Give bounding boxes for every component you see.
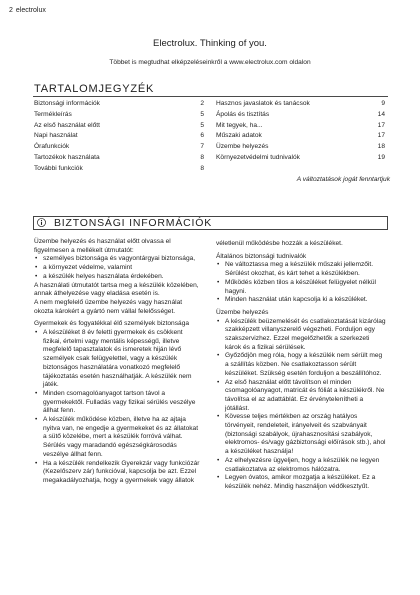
list-item: • Ha a készülék rendelkezik Gyerekzár vagy funkciózár (Kezelőszerv zár) funkcióval, kapcsolja be azt. Ezzel megakadályozhatja, hogy a gyermekek vagy állatok <box>34 460 200 486</box>
toc-entry-label: Napi használat <box>34 132 78 140</box>
general-safety-list <box>216 261 386 305</box>
toc-entry[interactable] <box>34 153 204 164</box>
section-header-box <box>33 216 388 230</box>
list-item: • Az elhelyezésre ügyeljen, hogy a készülék ne legyen csatlakoztatva az elektromos hálózatra. <box>216 457 386 474</box>
left-column <box>34 238 200 486</box>
list-item: • A készüléket 8 év feletti gyermekek és csökkent fizikai, értelmi vagy mentális képességű, illetve megfelelő tapasztalatok és ismeretek hiján lévő személyek csak felügyelettel, vagy a készülék biztonságos használatára vonatkozó megfelelő tájékoztatás esetén használhatják. A készülék nem játék. <box>34 329 200 390</box>
toc-entry[interactable] <box>34 121 204 132</box>
toc-entry-page: 17 <box>377 132 385 140</box>
list-item: • A készülék beüzemelését és csatlakoztatását kizárólag szakképzett villanyszerelő végezheti. Forduljon egy szakszervizhez. Ezzel megelőzhetők a szerkezeti károk és a fizikai sérülések. <box>216 318 386 353</box>
toc-right-column <box>216 99 385 164</box>
list-item: • a környezet védelme, valamint <box>34 264 200 273</box>
toc-entry[interactable] <box>216 99 385 110</box>
child-safety-heading: Gyermekek és fogyatékkal élő személyek biztonsága <box>34 320 190 328</box>
toc-entry[interactable] <box>216 121 385 132</box>
toc-entry-page: 5 <box>200 110 204 118</box>
brand-name: electrolux <box>15 7 46 14</box>
list-item: • Az első használat előtt távolítson el minden csomagolóanyagot, matricát és fóliát a készülékről. Ne távolítsa el az adattáblát. Ez érvénytelenítheti a jótállást. <box>216 379 386 414</box>
toc-entry[interactable] <box>216 153 385 164</box>
toc-entry-page: 6 <box>200 132 204 140</box>
list-item: • Győződjön meg róla, hogy a készülék nem sérült meg a szállítás közben. Ne csatlakoztasson sérült készüléket. Szükség esetén forduljon a beszállítóhoz. <box>216 352 386 378</box>
toc-entry-page: 18 <box>377 143 385 151</box>
toc-entry-label: Biztonsági információk <box>34 100 100 107</box>
right-column <box>216 240 386 492</box>
list-item: • Kövesse teljes mértékben az ország hatályos törvényeit, rendeleteit, irányelveit és szabványait (biztonsági szabályok, újrahasznosítási szabályok, elektromos- és/vagy gázbiztonsági előírások stb.), ahol a készüléket használja! <box>216 413 386 457</box>
list-item: • Legyen óvatos, amikor mozgatja a készüléket. Ez a készülék nehéz. Mindig használjon védőkesztyűt. <box>216 474 386 491</box>
paragraph-liability: A nem megfelelő üzembe helyezés vagy használat okozta károkért a gyártó nem vállal felelősséget. <box>34 298 183 315</box>
toc-entry[interactable] <box>34 110 204 121</box>
toc-entry[interactable] <box>34 99 204 110</box>
list-item: • Minden használat után kapcsolja ki a készüléket. <box>216 296 386 305</box>
continuation-text: véletlenül működésbe hozzák a készüléket. <box>216 240 343 247</box>
toc-entry-page: 2 <box>200 100 204 107</box>
toc-entry-label: Tartozékok használata <box>34 153 100 161</box>
toc-entry[interactable] <box>34 131 204 142</box>
toc-divider <box>33 96 388 97</box>
toc-entry[interactable] <box>34 164 204 175</box>
list-item: • A készülék működése közben, illetve ha az ajtaja nyitva van, ne engedje a gyermekeket és az állatokat a sütő közelébe, mert a készülék forróvá válhat. Sérülés vagy maradandó egészségkárosodás veszélye állhat fenn. <box>34 416 200 460</box>
rights-note: A változtatások jogát fenntartjuk <box>296 176 390 183</box>
toc-entry-page: 7 <box>200 143 204 151</box>
toc-entry-page: 8 <box>200 164 204 172</box>
toc-entry[interactable] <box>216 142 385 153</box>
list-item: • Minden csomagolóanyagot tartson távol a gyermekektől. Fulladás vagy fizikai sérülés veszélye állhat fenn. <box>34 390 200 416</box>
toc-entry-label: Üzembe helyezés <box>216 143 269 151</box>
toc-entry-label: További funkciók <box>34 164 83 172</box>
installation-heading: Üzembe helyezés <box>216 308 269 316</box>
section-title: BIZTONSÁGI INFORMÁCIÓK <box>54 217 213 229</box>
toc-title: TARTALOMJEGYZÉK <box>34 83 155 95</box>
toc-entry-label: Az első használat előtt <box>34 121 100 129</box>
list-item: • személyes biztonsága és vagyontárgyai biztonsága, <box>34 255 200 264</box>
page-header <box>9 7 49 14</box>
toc-entry[interactable] <box>34 142 204 153</box>
intro-list <box>34 255 200 281</box>
installation-list <box>216 318 386 492</box>
paragraph-keep-manual: A használati útmutatót tartsa meg a készülék közelében, annak áthelyezése vagy eladása esetén is. <box>34 281 199 298</box>
toc-entry-page: 9 <box>381 100 385 107</box>
toc-entry-page: 8 <box>200 153 204 161</box>
info-icon <box>37 218 46 227</box>
toc-entry-label: Hasznos javaslatok és tanácsok <box>216 100 310 107</box>
list-item: • Ne változtassa meg a készülék műszaki jellemzőit. Sérülést okozhat, és kárt tehet a készülékben. <box>216 261 386 278</box>
intro-text: Üzembe helyezés és használat előtt olvassa el figyelmesen a mellékelt útmutatót: <box>34 238 171 254</box>
child-safety-list <box>34 329 200 486</box>
toc-entry[interactable] <box>216 110 385 121</box>
page-number: 2 <box>9 7 13 14</box>
toc-left-column <box>34 99 204 175</box>
toc-entry-label: Órafunkciók <box>34 143 70 151</box>
toc-entry-label: Műszaki adatok <box>216 132 262 140</box>
toc-entry[interactable] <box>216 131 385 142</box>
toc-entry-label: Mit tegyek, ha... <box>216 121 263 129</box>
toc-entry-label: Ápolás és tisztítás <box>216 110 270 118</box>
toc-entry-page: 19 <box>377 153 385 161</box>
toc-entry-page: 17 <box>377 121 385 129</box>
toc-entry-page: 5 <box>200 121 204 129</box>
list-item: • Működés közben tilos a készüléket felügyelet nélkül hagyni. <box>216 279 386 296</box>
list-item: • a készülék helyes használata érdekében. <box>34 273 200 282</box>
tagline-subtitle: Többet is megtudhat elképzeléseinkről a www.electrolux.com oldalon <box>109 59 311 66</box>
tagline: Electrolux. Thinking of you. <box>153 38 267 49</box>
toc-entry-label: Környezetvédelmi tudnivalók <box>216 153 300 161</box>
general-safety-heading: Általános biztonsági tudnivalók <box>216 252 307 260</box>
toc-entry-page: 14 <box>377 110 385 118</box>
toc-entry-label: Termékleírás <box>34 110 72 118</box>
